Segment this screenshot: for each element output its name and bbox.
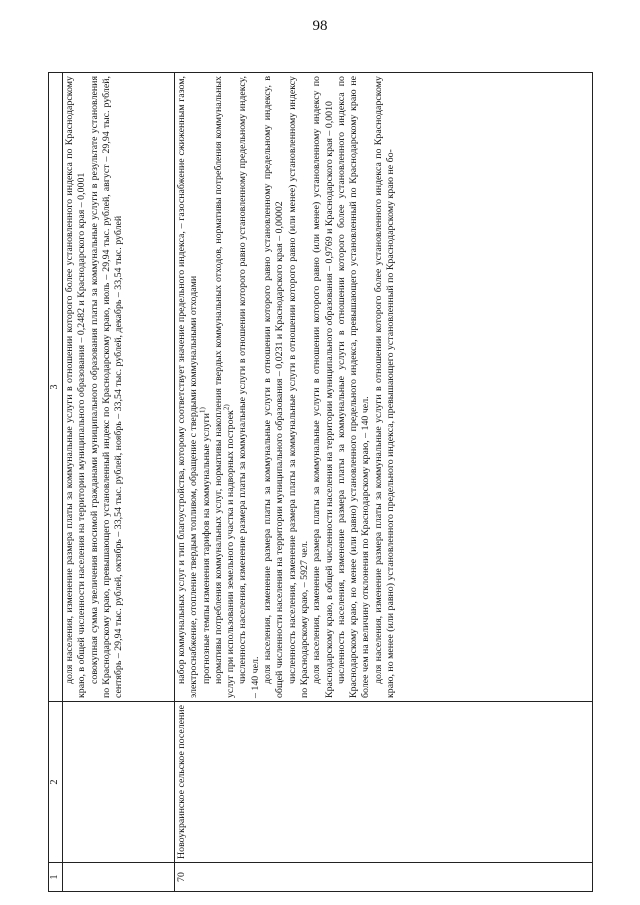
paragraph: численность населения, изменение размера платы за коммунальные услуги в отношении которого равно установленному предельному индексу, – 140 чел. bbox=[237, 76, 261, 698]
rotated-table-container bbox=[48, 72, 593, 892]
paragraph: доля населения, изменение размера платы за коммунальные услуги в отношении которого более установленного индекса по Краснодарскому краю, но менее (или равно) установленного предельного индекса, превышающего установленный по Краснодарскому краю не бо- bbox=[372, 76, 397, 698]
paragraph: нормативы потребления коммунальных услуг, нормативы накопления твердых коммунальных отходов, нормативы потребления коммунальных услуг при использовании земельного участка и надворных построек$^{2)}$ bbox=[212, 76, 237, 698]
paragraph: доля населения, изменение размера платы за коммунальные услуги в отношении которого равно установленному предельному индексу, в общей численности населения на территории муниципального образования – 0,0231 и Краснодарского края – 0,00002 bbox=[262, 76, 286, 698]
paragraph: прогнозные темпы изменения тарифов на коммунальные услуги$^{1)}$ bbox=[198, 407, 212, 684]
cell-empty bbox=[63, 863, 175, 892]
paragraph: численность населения, изменение размера платы за коммунальные услуги в отношении которого более установленного индекса по Краснодарскому краю, но менее (или равно) установленного предельного индекса, превышающего установленный по Краснодарскому краю не более чем на величину отклонения по Краснодарскому краю, – 140 чел. bbox=[335, 76, 372, 698]
paragraph: доля населения, изменение размера платы за коммунальные услуги в отношении которого равно (или менее) установленному индексу по Краснодарскому краю, в общей численности населения на территории муниципального образования – 0,9769 и Краснодарского края – 0,0010 bbox=[311, 76, 335, 698]
data-table bbox=[48, 72, 593, 892]
table-header-row bbox=[49, 73, 63, 892]
table-row bbox=[175, 73, 593, 892]
page-number: 98 bbox=[312, 18, 328, 34]
paragraph: численность населения, изменение размера платы за коммунальные услуги в отношении которого равно (или менее) установленному индексу по Краснодарскому краю, – 5927 чел. bbox=[286, 76, 310, 698]
paragraph: набор коммунальных услуг и тип благоустройства, которому соответствует значение предельного индекса, – газоснабжение сжиженным газом, электроснабжение, отопление твердым топливом, обращение с твердыми коммунальными отходами bbox=[176, 76, 200, 698]
paragraph: совокупная сумма увеличения вносимой гражданами муниципального образования платы за коммунальные услуги в результате установления по Краснодарскому краю, превышающего установленный индекс по Краснодарскому краю, июль – 29,94 тыс. рублей, август – 29,94 тыс. рублей, сентябрь – 29,94 тыс. рублей, октябрь – 33,54 тыс. рублей, ноябрь – 33,54 тыс. рублей, декабрь – 33,54 тыс. рублей bbox=[88, 76, 125, 698]
cell-empty bbox=[63, 702, 175, 863]
table-row-continuation bbox=[63, 73, 175, 892]
header-col-1: 1 bbox=[49, 863, 63, 892]
footnote-mark: 2) bbox=[222, 404, 231, 411]
header-col-3: 3 bbox=[49, 73, 63, 702]
cell-continuation-text bbox=[63, 73, 175, 702]
header-col-2: 2 bbox=[49, 702, 63, 863]
row-number: 70 bbox=[175, 863, 593, 892]
paragraph: доля населения, изменение размера платы за коммунальные услуги в отношении которого более установленного индекса по Краснодарскому краю, в общей численности населения на территории муниципального образования – 0,2482 и Краснодарского края – 0,0001 bbox=[64, 76, 88, 698]
cell-description bbox=[175, 73, 593, 702]
footnote-mark: 1) bbox=[198, 407, 207, 414]
settlement-name: Новоукраинское сельское поселение bbox=[175, 702, 593, 863]
